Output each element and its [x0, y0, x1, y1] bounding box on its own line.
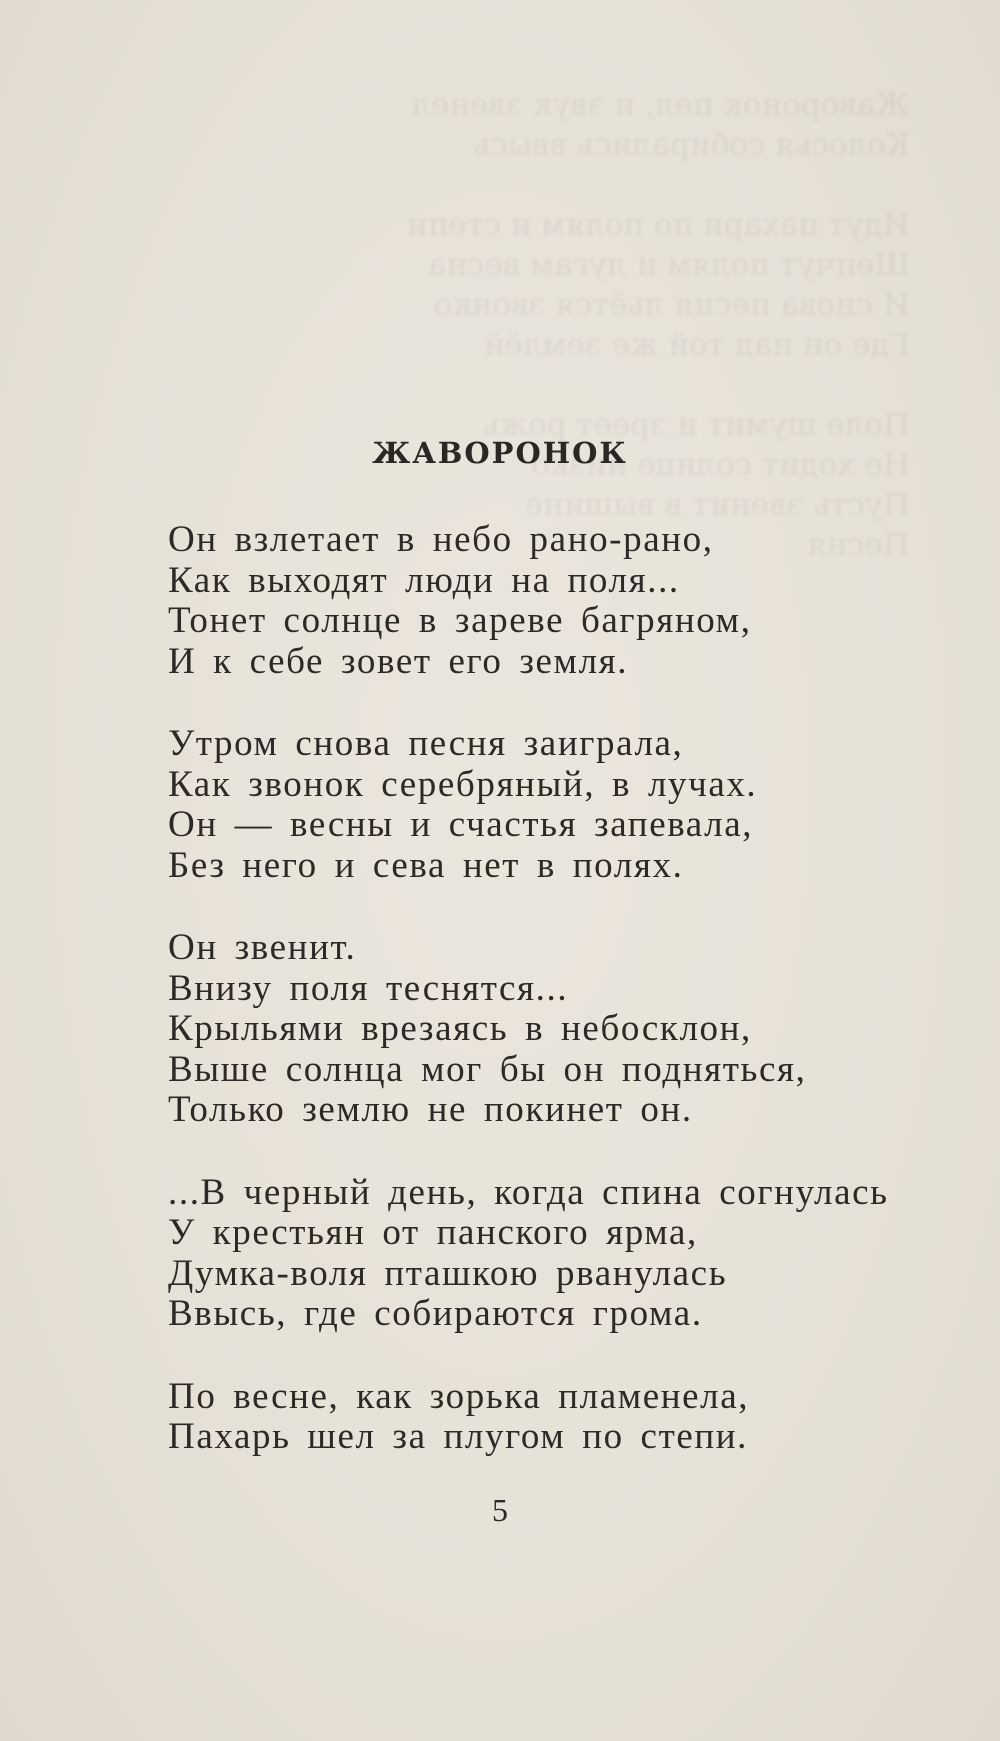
poem-line: Думка-воля пташкою рванулась	[168, 1252, 728, 1294]
stanza-1	[168, 520, 968, 682]
poem-line: По весне, как зорька пламенела,	[168, 1375, 750, 1417]
poem-line: Выше солнца мог бы он подняться,	[168, 1048, 807, 1090]
poem-line: Как звонок серебряный, в лучах.	[168, 763, 758, 805]
poem-line: Крыльями врезаясь в небосклон,	[168, 1008, 752, 1049]
poem-body	[168, 520, 968, 1500]
poem-line: Пахарь шел за плугом по степи.	[168, 1416, 749, 1457]
poem-line: Он взлетает в небо рано-рано,	[168, 519, 714, 560]
poem-line: ...В черный день, когда спина согнулась	[168, 1171, 889, 1213]
poem-line: Он звенит.	[168, 927, 357, 968]
poem-line: Тонет солнце в зареве багряном,	[168, 600, 752, 641]
stanza-5	[168, 1377, 968, 1458]
stanza-2	[168, 724, 968, 886]
poem-title: ЖАВОРОНОК	[372, 436, 628, 470]
poem-line: У крестьян от панского ярма,	[168, 1212, 698, 1253]
stanza-3	[168, 928, 968, 1131]
reverse-side-bleed-through: Жаворонок пел, и звук звенел Колосья собирались ввысь Идут пахари по полям и степи Шепчут полям и лугам весна И снова песня льётся звонко Где он над той же землёй Поле шумит и зреет рожь Не ходит солнце низко Пусть звенит в вышине Песня	[406, 87, 910, 563]
page-number: 5	[492, 1492, 508, 1528]
poem-line: Только землю не покинет он.	[168, 1089, 693, 1130]
poem-line: И к себе зовет его земля.	[168, 640, 629, 682]
stanza-4	[168, 1173, 968, 1335]
poem-line: Он — весны и счастья запевала,	[168, 804, 754, 845]
poem-line: Ввысь, где собираются грома.	[168, 1293, 703, 1334]
poem-line: Как выходят люди на поля...	[168, 559, 680, 601]
poem-line: Без него и сева нет в полях.	[168, 844, 684, 886]
poem-line: Утром снова песня заиграла,	[168, 723, 684, 764]
poem-line: Внизу поля теснятся...	[168, 967, 569, 1009]
